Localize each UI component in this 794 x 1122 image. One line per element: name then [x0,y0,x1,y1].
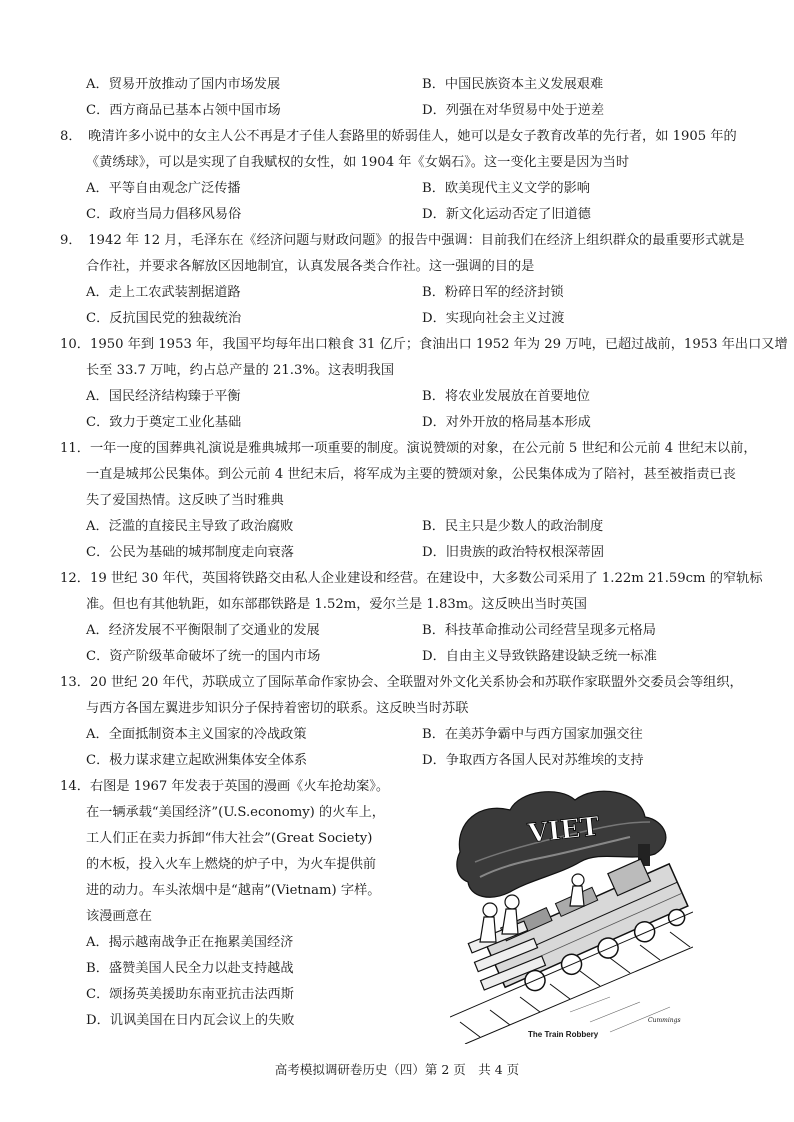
q14-stem-line2: 在一辆承载“美国经济”(U.S.economy) 的火车上， [86,805,385,820]
q11-stem-line1: 11．一年一度的国葬典礼演说是雅典城邦一项重要的制度。演说赞颂的对象，在公元前 5 世纪和公元前 4 世纪末以前， [60,441,757,456]
q11-option-a: A．泛滥的直接民主导致了政治腐败 [86,519,294,534]
q7-option-a: A．贸易开放推动了国内市场发展 [86,77,281,92]
q9-option-b: B．粉碎日军的经济封锁 [422,285,564,300]
q11-option-b: B．民主只是少数人的政治制度 [422,519,604,534]
q14-option-c: C．颂扬英美援助东南亚抗击法西斯 [86,987,294,1002]
q14-stem-line4: 的木板，投入火车上燃烧的炉子中，为火车提供前 [86,857,377,872]
q7-option-c: C．西方商品已基本占领中国市场 [86,103,281,118]
figure-caption: The Train Robbery [528,1030,599,1039]
q12-option-b: B．科技革命推动公司经营呈现多元格局 [422,623,656,638]
q10-option-a: A．国民经济结构臻于平衡 [86,389,241,404]
q13-stem-line1: 13．20 世纪 20 年代，苏联成立了国际革命作家协会、全联盟对外文化关系协会和苏联作家联盟外交委员会等组织， [60,675,743,690]
q13-option-b: B．在美苏争霸中与西方国家加强交往 [422,727,643,742]
q14-stem-line5: 进的动力。车头浓烟中是“越南”(Vietnam) 字样。 [86,883,381,898]
q8-stem-line2: 《黄绣球》，可以是实现了自我赋权的女性，如 1904 年《女娲石》。这一变化主要是因为当时 [86,155,630,170]
q9-stem-line1: 9． 1942 年 12 月，毛泽东在《经济问题与财政问题》的报告中强调：目前我们在经济上组织群众的最重要形式就是 [60,233,745,248]
smoke-text: VIET [526,811,601,850]
q9-option-c: C．反抗国民党的独裁统治 [86,311,242,326]
q7-option-d: D．列强在对华贸易中处于逆差 [422,103,605,118]
q9-option-d: D．实现向社会主义过渡 [422,311,565,326]
q9-option-a: A．走上工农武装割据道路 [86,285,241,300]
q14-option-a: A．揭示越南战争正在拖累美国经济 [86,935,294,950]
q13-option-c: C．极力谋求建立起欧洲集体安全体系 [86,753,308,768]
q14-option-b: B．盛赞美国人民全力以赴支持越战 [86,961,294,976]
q10-stem-line1: 10．1950 年到 1953 年，我国平均每年出口粮食 31 亿斤；食油出口 1952 年为 29 万吨，已超过战前，1953 年出口又增 [60,337,788,352]
q13-option-a: A．全面抵制资本主义国家的冷战政策 [86,727,307,742]
q12-option-c: C．资产阶级革命破坏了统一的国内市场 [86,649,321,664]
q12-option-d: D．自由主义导致铁路建设缺乏统一标准 [422,649,657,664]
q11-option-d: D．旧贵族的政治特权根深蒂固 [422,545,605,560]
q12-stem-line2: 准。但也有其他轨距，如东部郡铁路是 1.52m，爱尔兰是 1.83m。这反映出当时英国 [86,597,587,612]
q11-option-c: C．公民为基础的城邦制度走向衰落 [86,545,294,560]
q8-stem-line1: 8． 晚清许多小说中的女主人公不再是才子佳人套路里的娇弱佳人，她可以是女子教育改革的先行者，如 1905 年的 [60,129,737,144]
q14-stem-line1: 14．右图是 1967 年发表于英国的漫画《火车抢劫案》。 [60,779,390,794]
train-robbery-cartoon [450,782,693,1044]
q10-stem-line2: 长至 33.7 万吨，约占总产量的 21.3%。这表明我国 [86,363,395,378]
q8-option-a: A．平等自由观念广泛传播 [86,181,241,196]
q11-stem-line2: 一直是城邦公民集体。到公元前 4 世纪末后，将军成为主要的赞颂对象，公民集体成为了陪衬，甚至被指责已丧 [86,467,736,482]
q8-option-b: B．欧美现代主义文学的影响 [422,181,590,196]
q10-option-d: D．对外开放的格局基本形成 [422,415,591,430]
q7-option-b: B．中国民族资本主义发展艰难 [422,77,604,92]
q10-option-b: B．将农业发展放在首要地位 [422,389,590,404]
q12-option-a: A．经济发展不平衡限制了交通业的发展 [86,623,320,638]
q11-stem-line3: 失了爱国热情。这反映了当时雅典 [86,493,284,508]
q9-stem-line2: 合作社，并要求各解放区因地制宜，认真发展各类合作社。这一强调的目的是 [86,259,535,274]
cartoonist-signature: Cummings [648,1017,681,1024]
q13-option-d: D．争取西方各国人民对苏维埃的支持 [422,753,644,768]
q12-stem-line1: 12．19 世纪 30 年代，英国将铁路交由私人企业建设和经营。在建设中，大多数公司采用了 1.22m 21.59cm 的窄轨标 [60,571,763,586]
page-footer: 高考模拟调研卷历史（四）第 2 页 共 4 页 [274,1062,520,1077]
q14-option-d: D．讥讽美国在日内瓦会议上的失败 [86,1013,295,1028]
q8-option-d: D．新文化运动否定了旧道德 [422,207,591,222]
q14-stem-line6: 该漫画意在 [86,909,152,924]
q10-option-c: C．致力于奠定工业化基础 [86,415,242,430]
q14-stem-line3: 工人们正在卖力拆卸“伟大社会”(Great Society) [86,831,373,846]
q8-option-c: C．政府当局力倡移风易俗 [86,207,242,222]
q13-stem-line2: 与西方各国左翼进步知识分子保持着密切的联系。这反映当时苏联 [86,701,469,716]
